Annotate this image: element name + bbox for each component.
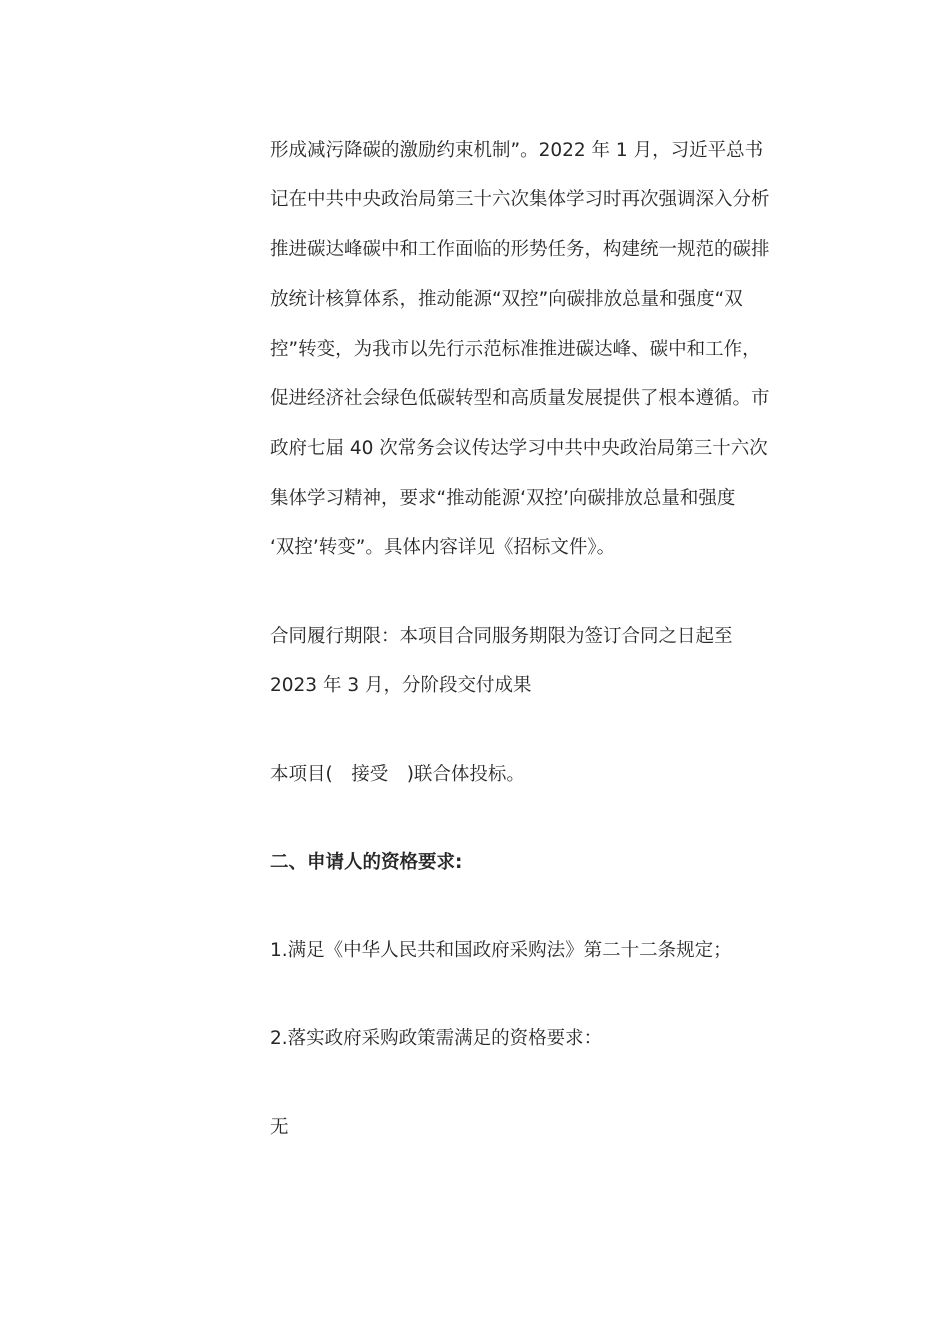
paragraph-line: 放统计核算体系，推动能源“双控”向碳排放总量和强度“双	[270, 289, 743, 310]
paragraph-line: 控”转变，为我市以先行示范标准推进碳达峰、碳中和工作，	[270, 339, 761, 360]
contract-period-line: 合同履行期限：本项目合同服务期限为签订合同之日起至	[270, 626, 733, 647]
paragraph-line: 政府七届 40 次常务会议传达学习中共中央政治局第三十六次	[270, 438, 768, 459]
requirement-item-2: 2.落实政府采购政策需满足的资格要求：	[270, 1028, 603, 1049]
contract-period-line: 2023 年 3 月，分阶段交付成果	[270, 675, 532, 696]
paragraph-line: 集体学习精神，要求“推动能源‘双控’向碳排放总量和强度	[270, 488, 736, 509]
consortium-statement: 本项目( 接受 )联合体投标。	[270, 764, 525, 785]
requirement-item-1: 1.满足《中华人民共和国政府采购法》第二十二条规定；	[270, 940, 732, 961]
section-heading: 二、申请人的资格要求:	[270, 852, 463, 873]
paragraph-line: 推进碳达峰碳中和工作面临的形势任务，构建统一规范的碳排	[270, 239, 770, 260]
paragraph-line: 形成减污降碳的激励约束机制”。2022 年 1 月，习近平总书	[270, 140, 764, 161]
paragraph-line: 记在中共中央政治局第三十六次集体学习时再次强调深入分析	[270, 189, 770, 210]
paragraph-line: 促进经济社会绿色低碳转型和高质量发展提供了根本遵循。市	[270, 388, 770, 409]
requirement-item-2-value: 无	[270, 1117, 289, 1138]
paragraph-line: ‘双控’转变”。具体内容详见《招标文件》。	[270, 537, 616, 558]
